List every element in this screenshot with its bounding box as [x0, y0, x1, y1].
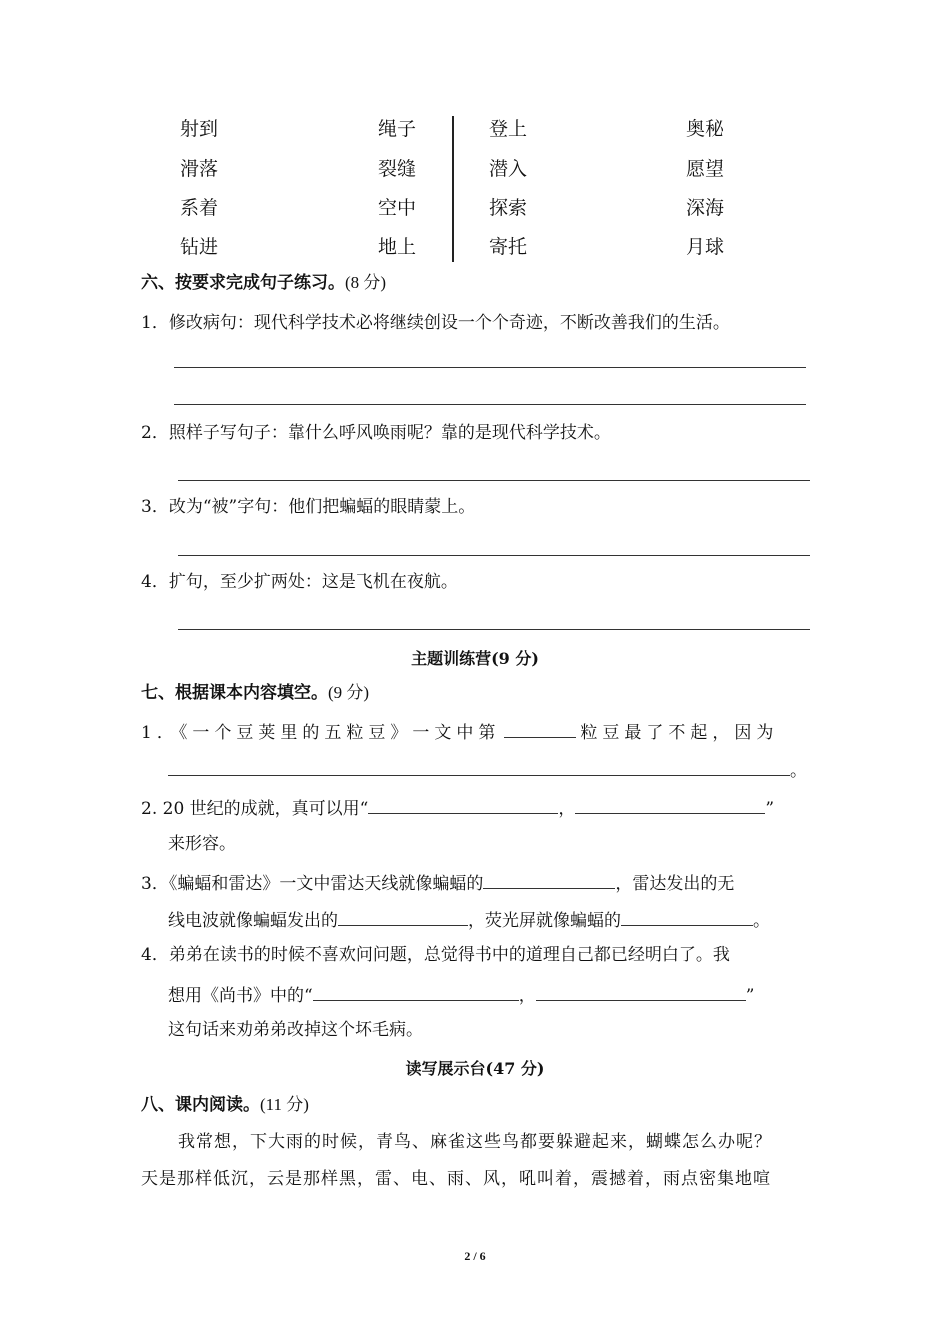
- word-col4-item: 月球: [686, 236, 725, 258]
- section7-q1-end: 。: [790, 761, 807, 781]
- section6-q1: 1．修改病句：现代科学技术必将继续创设一个个奇迹，不断改善我们的生活。: [141, 313, 730, 333]
- section7-heading: [141, 681, 369, 705]
- section7-q2: [141, 795, 774, 821]
- section7-q3-text-c: 线电波就像蝙蝠发出的: [168, 911, 338, 931]
- section7-q2-text: 2. 20 世纪的成就，真可以用“: [141, 799, 369, 819]
- section7-q4-close: ”: [745, 986, 755, 1006]
- answer-line[interactable]: [174, 404, 806, 405]
- section7-q1-line2: [168, 757, 807, 783]
- section8-score: (11 分): [260, 1095, 309, 1114]
- section6-heading: [141, 271, 386, 295]
- word-col2-item: 绳子: [378, 118, 417, 140]
- section7-q3-text-b: ，雷达发出的无: [615, 874, 735, 894]
- section7-q4: 4．弟弟在读书的时候不喜欢问问题，总觉得书中的道理自己都已经明白了。我: [141, 945, 730, 965]
- word-col4-item: 愿望: [686, 158, 725, 180]
- section7-q2-comma: ，: [558, 799, 576, 819]
- fill-blank[interactable]: [313, 982, 519, 1001]
- section7-q3-text-a: 3．《蝙蝠和雷达》一文中雷达天线就像蝙蝠的: [141, 874, 484, 894]
- fill-blank[interactable]: [504, 719, 576, 738]
- answer-line[interactable]: [178, 480, 810, 481]
- section7-q4-comma: ，: [518, 986, 536, 1006]
- section7-title: 七、根据课本内容填空。: [141, 683, 328, 703]
- section7-q1-text-b: 粒豆最了不起，因为: [580, 723, 779, 743]
- theme-camp-title: 主题训练营(9 分): [411, 649, 539, 668]
- word-col2-item: 地上: [378, 236, 417, 258]
- passage-line: 天是那样低沉，云是那样黑，雷、电、雨、风，吼叫着，震撼着，雨点密集地喧: [141, 1169, 771, 1189]
- section8-title: 八、课内阅读。: [141, 1095, 260, 1115]
- word-col2-item: 裂缝: [378, 158, 417, 180]
- fill-blank[interactable]: [168, 757, 790, 776]
- fill-blank[interactable]: [575, 795, 765, 814]
- word-col1-item: 钻进: [180, 236, 219, 258]
- word-col2-item: 空中: [378, 197, 417, 219]
- section7-q3-text-d: ，荧光屏就像蝙蝠的: [468, 911, 621, 931]
- reading-stage-title: 读写展示台(47 分): [405, 1059, 545, 1078]
- section6-q2: 2．照样子写句子：靠什么呼风唤雨呢？靠的是现代科学技术。: [141, 423, 611, 443]
- passage-line: 我常想，下大雨的时候，青鸟、麻雀这些鸟都要躲避起来，蝴蝶怎么办呢？: [178, 1132, 772, 1152]
- fill-blank[interactable]: [621, 907, 753, 926]
- word-col3-item: 寄托: [489, 236, 528, 258]
- page-number: 2 / 6: [464, 1249, 486, 1263]
- word-col3-item: 探索: [489, 197, 528, 219]
- section7-q4-line3: 这句话来劝弟弟改掉这个坏毛病。: [168, 1020, 423, 1040]
- word-col1-item: 射到: [180, 118, 219, 140]
- word-col4-item: 深海: [686, 197, 725, 219]
- section7-q2-line2: 来形容。: [168, 834, 236, 854]
- section7-q1-text-a: 1．《一个豆荚里的五粒豆》一文中第: [141, 723, 501, 743]
- fill-blank[interactable]: [536, 982, 746, 1001]
- section7-q4-text-a: 想用《尚书》中的“: [168, 986, 313, 1006]
- section6-q4: 4．扩句，至少扩两处：这是飞机在夜航。: [141, 572, 458, 592]
- column-divider: [452, 116, 454, 262]
- answer-line[interactable]: [174, 367, 806, 368]
- word-col3-item: 潜入: [489, 158, 528, 180]
- word-col1-item: 系着: [180, 197, 219, 219]
- section6-title: 六、按要求完成句子练习。: [141, 273, 345, 293]
- word-col4-item: 奥秘: [686, 118, 725, 140]
- word-col3-item: 登上: [489, 118, 528, 140]
- section7-q3-line2: [168, 907, 770, 933]
- section7-q2-close: ”: [765, 799, 775, 819]
- section6-score: (8 分): [345, 273, 387, 292]
- fill-blank[interactable]: [368, 795, 558, 814]
- section7-q3: [141, 870, 734, 896]
- word-col1-item: 滑落: [180, 158, 219, 180]
- fill-blank[interactable]: [338, 907, 468, 926]
- fill-blank[interactable]: [483, 870, 615, 889]
- section7-q1: [141, 719, 778, 745]
- section7-q3-end: 。: [753, 911, 770, 931]
- section8-heading: [141, 1093, 309, 1117]
- section6-q3: 3．改为“被”字句：他们把蝙蝠的眼睛蒙上。: [141, 497, 476, 517]
- answer-line[interactable]: [178, 629, 810, 630]
- section7-q4-line2: [168, 982, 754, 1008]
- section7-score: (9 分): [328, 683, 370, 702]
- answer-line[interactable]: [178, 555, 810, 556]
